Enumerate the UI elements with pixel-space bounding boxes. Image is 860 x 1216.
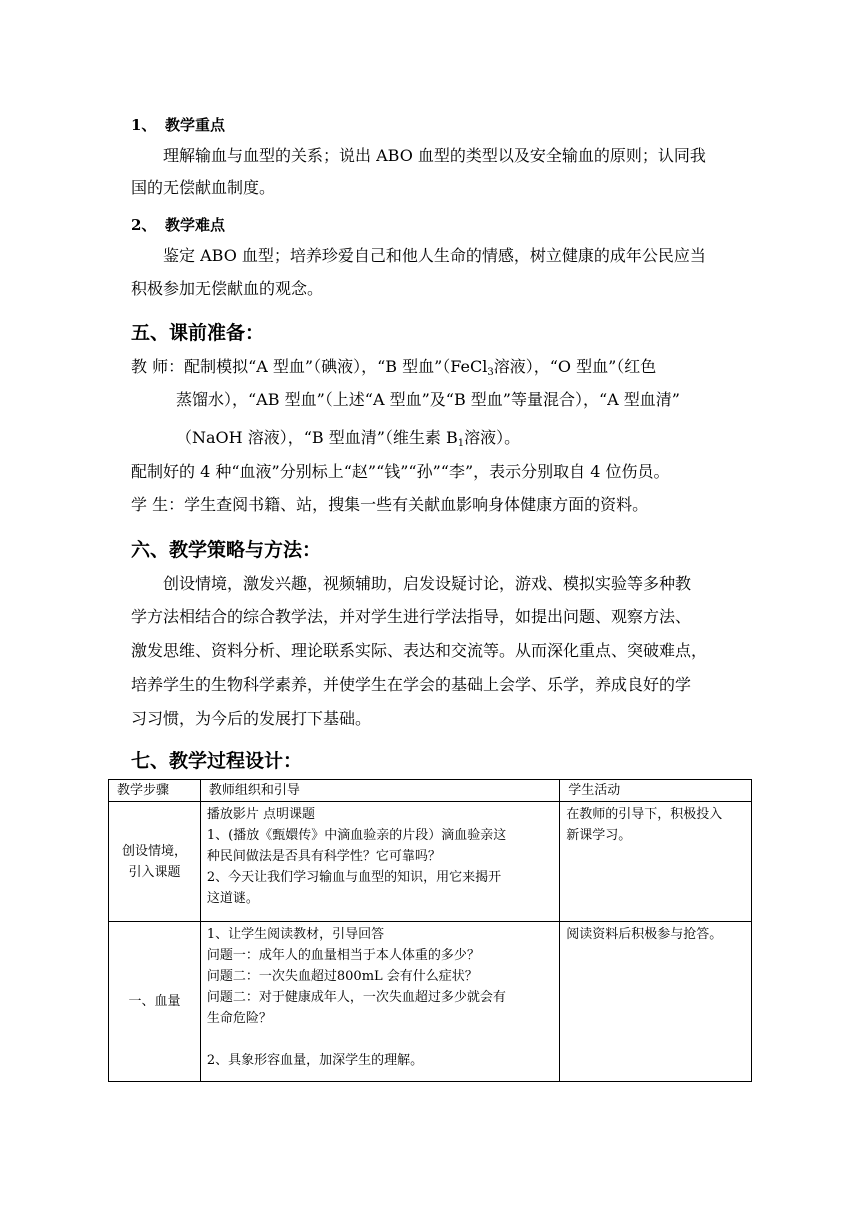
teacher-cell: 1、让学生阅读教材，引导回答 问题一：成年人的血量相当于本人体重的多少？ 问题二：一次失血超过800mL 会有什么症状？ 问题二：对于健康成年人，一次失血超过多少就会有 生命危险？ 2、具象形容血量，加深学生的理解。 xyxy=(200,922,559,1082)
teacher-cell: 播放影片 点明课题 1、(播放《甄嬛传》中滴血验亲的片段）滴血验亲这 种民间做法是否具有科学性？它可靠吗？ 2、今天让我们学习输血与血型的知识，用它来揭开 这道谜。 xyxy=(200,802,559,922)
student-line: 学 生：学生查阅书籍、站，搜集一些有关献血影响身体健康方面的资料。 xyxy=(131,495,649,514)
step-cell: 一、血量 xyxy=(109,922,201,1082)
paragraph-line: 国的无偿献血制度。 xyxy=(131,178,276,197)
prep-note-line: 配制好的 4 种“血液”分别标上“赵”“钱”“孙”“李”，表示分别取自 4 位伤员。 xyxy=(131,462,670,481)
step-cell: 创设情境， 引入课题 xyxy=(109,802,201,922)
table-header-cell: 教师组织和引导 xyxy=(200,780,559,802)
table-header-cell: 学生活动 xyxy=(560,780,752,802)
student-cell: 在教师的引导下，积极投入 新课学习。 xyxy=(560,802,752,922)
table-row xyxy=(109,922,752,1082)
teacher-line: 蒸馏水），“AB 型血”（上述“A 型血”及“B 型血”等量混合），“A 型血清” xyxy=(176,390,680,409)
paragraph-line: 创设情境，激发兴趣，视频辅助，启发设疑讨论，游戏、模拟实验等多种教 xyxy=(163,574,692,593)
paragraph-line: 理解输血与血型的关系；说出 ABO 血型的类型以及安全输血的原则；认同我 xyxy=(163,146,706,165)
section-heading: 六、教学策略与方法： xyxy=(131,539,322,561)
paragraph-line: 鉴定 ABO 血型；培养珍爱自己和他人生命的情感，树立健康的成年公民应当 xyxy=(163,246,706,265)
table-row xyxy=(109,802,752,922)
teacher-line: 教 师：配制模拟“A 型血”（碘液），“B 型血”（FeCl$_3$溶液），“O 型血”（红色 xyxy=(131,357,657,378)
paragraph-line: 学方法相结合的综合教学法，并对学生进行学法指导，如提出问题、观察方法、 xyxy=(131,607,692,626)
table-header-cell: 教学步骤 xyxy=(109,780,201,802)
student-cell: 阅读资料后积极参与抢答。 xyxy=(560,922,752,1082)
teacher-label: 教 师： xyxy=(131,357,185,376)
table-header-row xyxy=(109,780,752,802)
student-label: 学 生： xyxy=(131,495,185,514)
section-number: 1、 xyxy=(131,116,157,134)
paragraph-line: 激发思维、资料分析、理论联系实际、表达和交流等。从而深化重点、突破难点， xyxy=(131,641,708,660)
teacher-line: （NaOH 溶液），“B 型血清”（维生素 $B_1$溶液）。 xyxy=(176,428,521,449)
section-title: 教学重点 xyxy=(165,116,226,134)
process-table xyxy=(108,779,752,1082)
section-title: 教学难点 xyxy=(165,216,226,234)
paragraph-line: 积极参加无偿献血的观念。 xyxy=(131,279,324,298)
section-heading: 七、教学过程设计： xyxy=(131,750,303,772)
paragraph-line: 习习惯，为今后的发展打下基础。 xyxy=(131,709,372,728)
section-number: 2、 xyxy=(131,216,157,234)
paragraph-line: 培养学生的生物科学素养，并使学生在学会的基础上会学、乐学，养成良好的学 xyxy=(131,675,692,694)
section-heading: 五、课前准备： xyxy=(131,322,265,344)
